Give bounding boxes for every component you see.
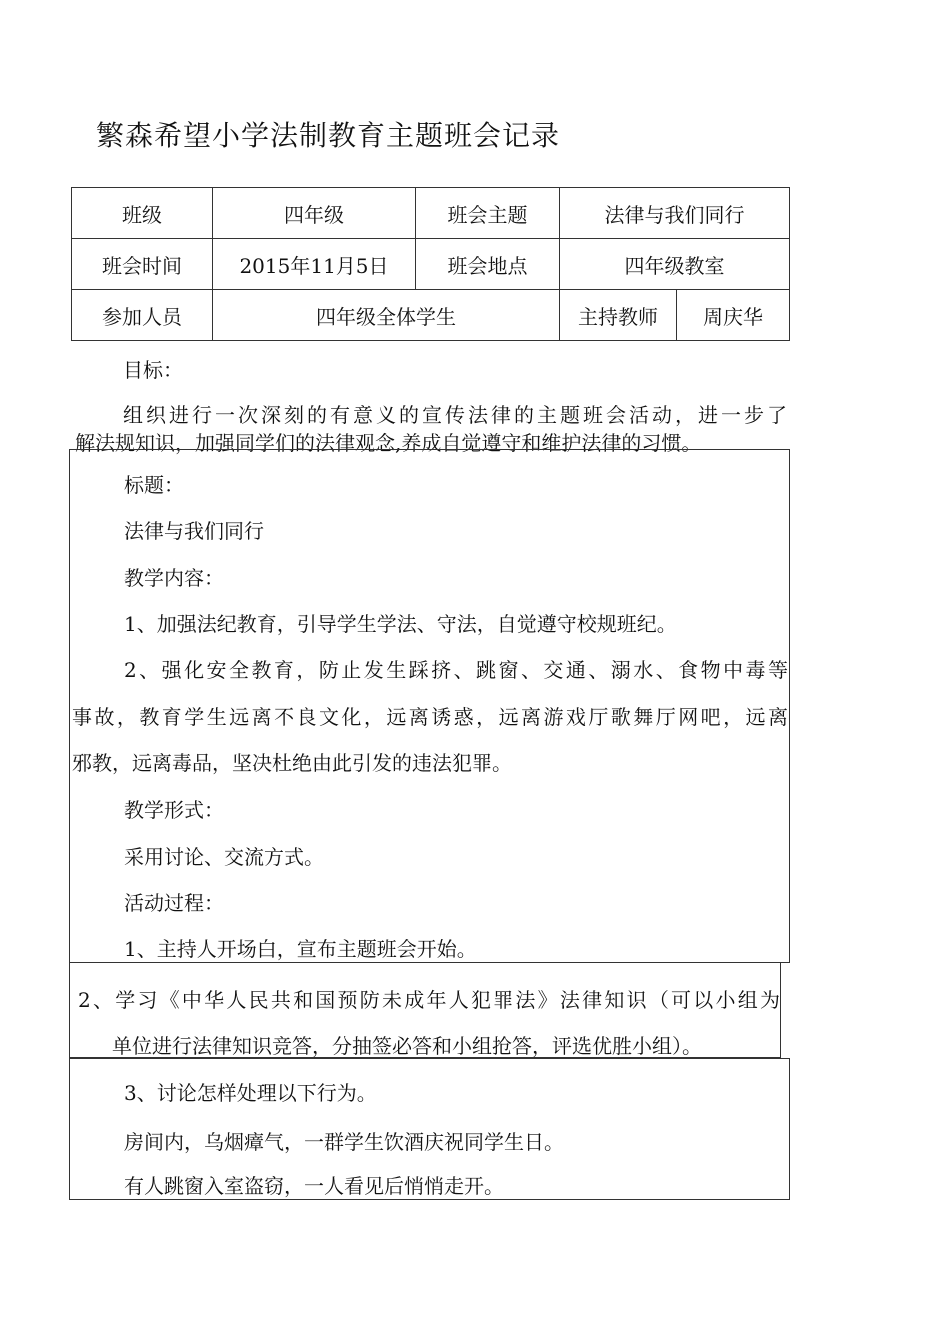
content-item-2-line-2: 事故，教育学生远离不良文化，远离诱惑，远离游戏厅歌舞厅网吧，远离 <box>72 705 788 729</box>
class-value: 四年级 <box>213 188 416 239</box>
table-row <box>72 188 790 239</box>
content-label: 教学内容： <box>124 566 224 590</box>
discussion-line-2: 房间内，乌烟瘴气，一群学生饮酒庆祝同学生日。 <box>124 1130 564 1154</box>
learning-line-1: 2、学习《中华人民共和国预防未成年人犯罪法》法律知识（可以小组为 <box>78 988 780 1012</box>
discussion-line-3: 有人跳窗入室盗窃，一人看见后悄悄走开。 <box>124 1174 504 1198</box>
theme-label: 班会主题 <box>416 188 560 239</box>
host-label: 主持教师 <box>560 290 677 341</box>
participants-label: 参加人员 <box>72 290 213 341</box>
goal-line-2: 解法规知识，加强同学们的法律观念,养成自觉遵守和维护法律的习惯。 <box>75 431 702 455</box>
table-row <box>72 290 790 341</box>
goal-line-1: 组织进行一次深刻的有意义的宣传法律的主题班会活动，进一步了 <box>123 403 787 427</box>
process-step-1: 1、主持人开场白，宣布主题班会开始。 <box>124 937 477 961</box>
theme-value: 法律与我们同行 <box>560 188 790 239</box>
form-label: 教学形式： <box>124 798 224 822</box>
goal-label: 目标： <box>123 358 183 382</box>
host-value: 周庆华 <box>677 290 790 341</box>
content-item-2-line-3: 邪教，远离毒品，坚决杜绝由此引发的违法犯罪。 <box>72 751 512 775</box>
participants-value: 四年级全体学生 <box>213 290 560 341</box>
content-item-2-line-1: 2、强化安全教育，防止发生踩挤、跳窗、交通、溺水、食物中毒等 <box>124 658 788 682</box>
page-title: 繁森希望小学法制教育主题班会记录 <box>96 119 561 152</box>
class-label: 班级 <box>72 188 213 239</box>
heading-label: 标题： <box>124 473 184 497</box>
discussion-line-1: 3、讨论怎样处理以下行为。 <box>124 1081 377 1105</box>
place-label: 班会地点 <box>416 239 560 290</box>
info-table <box>71 187 790 341</box>
discussion-box <box>69 1058 790 1200</box>
learning-line-2: 单位进行法律知识竞答，分抽签必答和小组抢答，评选优胜小组）。 <box>112 1034 702 1058</box>
table-row <box>72 239 790 290</box>
form-value: 采用讨论、交流方式。 <box>124 845 324 869</box>
time-label: 班会时间 <box>72 239 213 290</box>
process-label: 活动过程： <box>124 891 224 915</box>
content-item-1: 1、加强法纪教育，引导学生学法、守法，自觉遵守校规班纪。 <box>124 612 677 636</box>
time-value: 2015年11月5日 <box>213 239 416 290</box>
content-box <box>69 449 790 963</box>
heading-value: 法律与我们同行 <box>124 519 264 543</box>
learning-box <box>69 962 781 1058</box>
place-value: 四年级教室 <box>560 239 790 290</box>
